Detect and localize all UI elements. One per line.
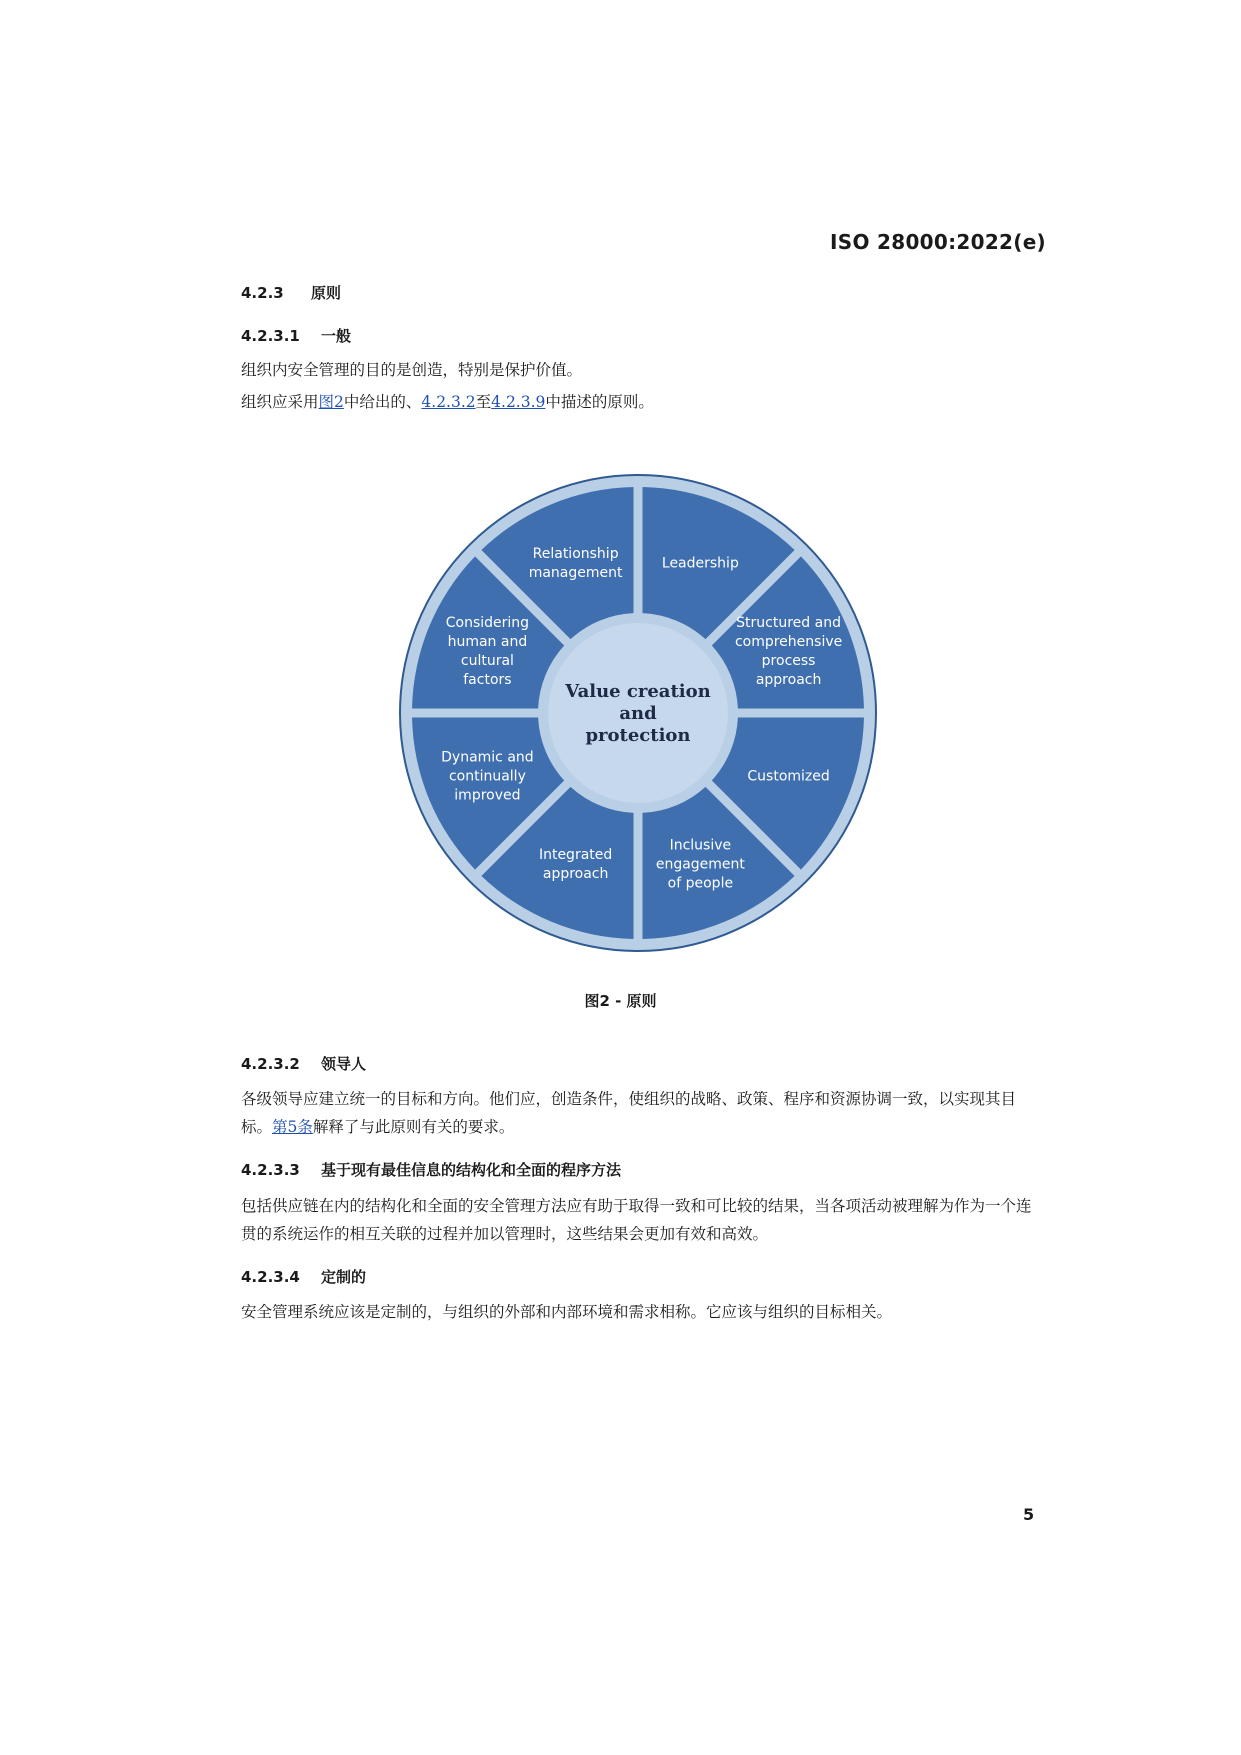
segment-label-line: improved (454, 787, 521, 804)
segment-label-line: Structured and (736, 615, 841, 632)
link-4-2-3-9[interactable]: 4.2.3.9 (491, 393, 546, 411)
heading-title: 定制的 (321, 1268, 367, 1286)
segment-label-line: factors (463, 672, 512, 689)
paragraph-leadership (241, 1085, 1041, 1141)
heading-4-2-3-1 (241, 325, 351, 346)
heading-number: 4.2.3.3 (241, 1161, 300, 1179)
heading-number: 4.2.3 (241, 284, 284, 302)
segment-label (662, 555, 739, 571)
document-id: ISO 28000:2022(e) (830, 230, 1046, 254)
text-span: 中描述的原则。 (545, 393, 654, 411)
heading-4-2-3-4 (241, 1266, 366, 1287)
heading-number: 4.2.3.1 (241, 327, 300, 345)
segment-label-line: process (761, 653, 816, 670)
heading-title: 基于现有最佳信息的结构化和全面的程序方法 (321, 1161, 622, 1179)
figure-caption: 图2 - 原则 (584, 992, 657, 1010)
paragraph-purpose: 组织内安全管理的目的是创造，特别是保护价值。 (241, 361, 583, 379)
segment-label-line: human and (447, 634, 528, 651)
text-span: 各级领导应建立统一的目标和方向。他们应，创造条件，使组织的战略、政策、程序和资源协调一致，以实现其目标。 (241, 1090, 1017, 1136)
segment-label-line: Considering (445, 615, 530, 632)
segment-label-line: cultural (460, 653, 514, 670)
segment-label-line: continually (448, 768, 526, 785)
link-clause-5[interactable]: 第5条 (272, 1118, 313, 1136)
segment-label-line: Leadership (661, 555, 739, 572)
link-figure-2[interactable]: 图2 (318, 393, 344, 411)
segment-label-line: Customized (747, 768, 830, 785)
center-label-line: Value creation (565, 681, 711, 702)
segment-label-line: Inclusive (669, 837, 732, 854)
heading-title: 一般 (321, 327, 352, 345)
segment-label-line: management (528, 564, 623, 581)
paragraph-process-approach: 包括供应链在内的结构化和全面的安全管理方法应有助于取得一致和可比较的结果，当各项活动被理解为作为一个连贯的系统运作的相互关联的过程并加以管理时，这些结果会更加有效和高效。 (241, 1197, 1032, 1243)
segment-label-line: comprehensive (734, 634, 843, 651)
heading-title: 领导人 (321, 1055, 367, 1073)
text-span: 解释了与此原则有关的要求。 (312, 1118, 515, 1136)
text-span: 至 (475, 393, 492, 411)
heading-4-2-3-3 (241, 1159, 621, 1180)
page-number: 5 (1023, 1505, 1035, 1524)
segment-label (747, 768, 829, 784)
heading-number: 4.2.3.2 (241, 1055, 300, 1073)
segment-label-line: approach (542, 866, 609, 883)
text-span: 中给出的、 (343, 393, 422, 411)
segment-label-line: approach (755, 672, 822, 689)
principles-wheel-diagram (398, 473, 878, 953)
link-4-2-3-2[interactable]: 4.2.3.2 (421, 393, 476, 411)
segment-label-line: engagement (655, 856, 745, 873)
segment-label (441, 749, 534, 803)
text-span: 组织应采用 (241, 393, 319, 411)
heading-4-2-3 (241, 282, 341, 303)
heading-number: 4.2.3.4 (241, 1268, 300, 1286)
center-label-line: and (619, 703, 657, 724)
heading-4-2-3-2 (241, 1053, 366, 1074)
heading-title: 原则 (311, 284, 342, 302)
center-label-line: protection (585, 725, 691, 746)
segment-label-line: of people (667, 875, 734, 892)
paragraph-principles-reference (241, 388, 1041, 416)
paragraph-customized: 安全管理系统应该是定制的，与组织的外部和内部环境和需求相称。它应该与组织的目标相关。 (241, 1303, 893, 1321)
segment-label-line: Integrated (538, 847, 613, 864)
segment-label-line: Dynamic and (441, 749, 534, 766)
segment-label-line: Relationship (532, 545, 619, 562)
